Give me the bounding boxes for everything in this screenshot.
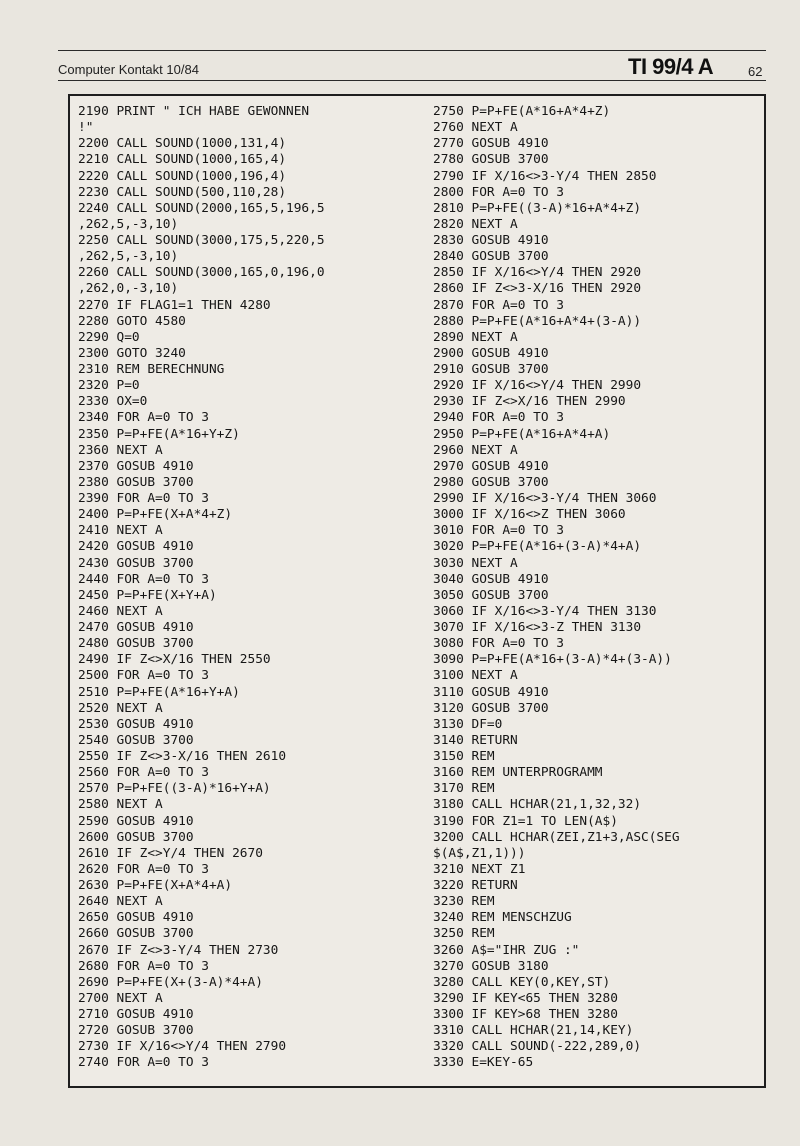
code-line: 2330 OX=0	[78, 394, 148, 410]
code-line: 2950 P=P+FE(A*16+A*4+A)	[433, 426, 611, 442]
code-line: 2310 REM BERECHNUNG	[78, 362, 225, 377]
code-line: ,262,5,-3,10)	[78, 249, 179, 265]
code-line: 2860 IF Z<>3-X/16 THEN 2920	[433, 281, 642, 297]
code-line: 3120 GOSUB 3700	[433, 700, 549, 716]
code-line: 2520 NEXT A	[78, 700, 163, 716]
code-line: 2830 GOSUB 4910	[433, 233, 549, 248]
code-line: 2260 CALL SOUND(3000,165,0,196,0	[78, 265, 325, 281]
code-line: 3090 P=P+FE(A*16+(3-A)*4+(3-A))	[433, 652, 672, 668]
code-line: 3320 CALL SOUND(-222,289,0)	[433, 1039, 642, 1055]
code-line: 2940 FOR A=0 TO 3	[433, 410, 564, 426]
code-line: 2850 IF X/16<>Y/4 THEN 2920	[433, 265, 642, 281]
code-line: 2250 CALL SOUND(3000,175,5,220,5	[78, 233, 325, 248]
code-line: 2390 FOR A=0 TO 3	[78, 491, 209, 506]
code-line: 2240 CALL SOUND(2000,165,5,196,5	[78, 200, 325, 216]
code-line: 3000 IF X/16<>Z THEN 3060	[433, 507, 626, 523]
code-line: 2890 NEXT A	[433, 329, 518, 345]
code-line: 2690 P=P+FE(X+(3-A)*4+A)	[78, 974, 263, 990]
code-line: 2550 IF Z<>3-X/16 THEN 2610	[78, 749, 287, 764]
code-line: 3180 CALL HCHAR(21,1,32,32)	[433, 797, 642, 813]
code-line: 3240 REM MENSCHZUG	[433, 910, 572, 926]
code-line: 3060 IF X/16<>3-Y/4 THEN 3130	[433, 603, 657, 619]
code-line: 3300 IF KEY>68 THEN 3280	[433, 1007, 618, 1022]
code-line: 3110 GOSUB 4910	[433, 684, 549, 700]
code-line: 2380 GOSUB 3700	[78, 474, 194, 490]
code-line: 3280 CALL KEY(0,KEY,ST)	[433, 974, 611, 990]
code-line: 3010 FOR A=0 TO 3	[433, 523, 564, 539]
code-line: 2500 FOR A=0 TO 3	[78, 668, 209, 684]
code-line: 3230 REM	[433, 894, 495, 910]
code-line: 2970 GOSUB 4910	[433, 458, 549, 474]
code-line: 3260 A$="IHR ZUG :"	[433, 942, 580, 958]
code-line: 2670 IF Z<>3-Y/4 THEN 2730	[78, 942, 279, 958]
code-line: 3160 REM UNTERPROGRAMM	[433, 765, 603, 781]
code-line: 2820 NEXT A	[433, 216, 518, 232]
code-line: 2630 P=P+FE(X+A*4+A)	[78, 878, 233, 893]
code-line: 2620 FOR A=0 TO 3	[78, 861, 209, 877]
code-line: 3080 FOR A=0 TO 3	[433, 636, 564, 652]
code-line: 2770 GOSUB 4910	[433, 136, 549, 152]
code-line: 2750 P=P+FE(A*16+A*4+Z)	[433, 104, 611, 119]
code-line: 3250 REM	[433, 926, 495, 942]
code-line: 2540 GOSUB 3700	[78, 732, 194, 748]
code-line: 2880 P=P+FE(A*16+A*4+(3-A))	[433, 313, 642, 329]
code-line: 2510 P=P+FE(A*16+Y+A)	[78, 684, 240, 700]
code-line: 2720 GOSUB 3700	[78, 1023, 194, 1039]
code-line: 3040 GOSUB 4910	[433, 571, 549, 587]
code-line: 3270 GOSUB 3180	[433, 958, 549, 974]
code-line: 2210 CALL SOUND(1000,165,4)	[78, 152, 287, 168]
code-line: 2570 P=P+FE((3-A)*16+Y+A)	[78, 781, 271, 797]
magazine-title: Computer Kontakt 10/84	[58, 62, 199, 77]
code-line: 3170 REM	[433, 781, 495, 797]
code-line: 2560 FOR A=0 TO 3	[78, 765, 209, 781]
code-line: 2280 GOTO 4580	[78, 313, 186, 329]
page-number: 62	[748, 64, 763, 79]
code-line: ,262,5,-3,10)	[78, 216, 179, 232]
code-line: 2530 GOSUB 4910	[78, 716, 194, 732]
code-line: 2650 GOSUB 4910	[78, 910, 194, 926]
code-line: 3070 IF X/16<>3-Z THEN 3130	[433, 620, 642, 635]
code-line: 2340 FOR A=0 TO 3	[78, 410, 209, 426]
code-line: 2370 GOSUB 4910	[78, 458, 194, 474]
code-line: 3030 NEXT A	[433, 555, 518, 571]
code-line: 2760 NEXT A	[433, 120, 518, 136]
code-line: 2230 CALL SOUND(500,110,28)	[78, 184, 287, 200]
code-line: 2900 GOSUB 4910	[433, 345, 549, 361]
code-line: 2740 FOR A=0 TO 3	[78, 1055, 209, 1071]
code-line: ,262,0,-3,10)	[78, 281, 179, 297]
code-line: 2730 IF X/16<>Y/4 THEN 2790	[78, 1039, 287, 1055]
code-line: 2610 IF Z<>Y/4 THEN 2670	[78, 845, 263, 861]
header-rule-bottom	[58, 80, 766, 81]
code-line: 2930 IF Z<>X/16 THEN 2990	[433, 394, 626, 410]
code-line: 3220 RETURN	[433, 878, 518, 893]
code-line: 3200 CALL HCHAR(ZEI,Z1+3,ASC(SEG	[433, 829, 680, 845]
code-line: 3310 CALL HCHAR(21,14,KEY)	[433, 1023, 634, 1039]
code-line: 2920 IF X/16<>Y/4 THEN 2990	[433, 378, 642, 394]
code-line: 2960 NEXT A	[433, 442, 518, 458]
code-line: 2700 NEXT A	[78, 990, 163, 1006]
code-line: 2450 P=P+FE(X+Y+A)	[78, 587, 217, 603]
code-line: 2220 CALL SOUND(1000,196,4)	[78, 168, 287, 184]
code-line: 2290 Q=0	[78, 329, 140, 345]
code-line: !"	[78, 120, 94, 136]
code-line: 2980 GOSUB 3700	[433, 474, 549, 490]
code-line: 2840 GOSUB 3700	[433, 249, 549, 265]
code-line: 3020 P=P+FE(A*16+(3-A)*4+A)	[433, 539, 642, 555]
code-line: 2200 CALL SOUND(1000,131,4)	[78, 136, 287, 152]
code-line: 2190 PRINT " ICH HABE GEWONNEN	[78, 104, 310, 119]
code-line: 2270 IF FLAG1=1 THEN 4280	[78, 297, 271, 313]
code-line: 2680 FOR A=0 TO 3	[78, 958, 209, 974]
code-line: 2430 GOSUB 3700	[78, 555, 194, 571]
code-line: 2460 NEXT A	[78, 603, 163, 619]
code-line: 2580 NEXT A	[78, 797, 163, 813]
code-line: 2910 GOSUB 3700	[433, 362, 549, 377]
listing-left-column	[78, 104, 325, 1072]
code-line: 3130 DF=0	[433, 716, 503, 732]
code-line: 2810 P=P+FE((3-A)*16+A*4+Z)	[433, 200, 642, 216]
code-line: 2360 NEXT A	[78, 442, 163, 458]
code-line: 3050 GOSUB 3700	[433, 587, 549, 603]
code-line: 3330 E=KEY-65	[433, 1055, 534, 1071]
code-line: 2440 FOR A=0 TO 3	[78, 571, 209, 587]
code-line: 2870 FOR A=0 TO 3	[433, 297, 564, 313]
code-line: 2600 GOSUB 3700	[78, 829, 194, 845]
system-title: TI 99/4 A	[628, 54, 714, 79]
code-line: 2640 NEXT A	[78, 894, 163, 910]
code-line: 2800 FOR A=0 TO 3	[433, 184, 564, 200]
code-line: 2590 GOSUB 4910	[78, 813, 194, 829]
code-line: 2710 GOSUB 4910	[78, 1007, 194, 1022]
code-line: 3210 NEXT Z1	[433, 861, 526, 877]
code-line: 2660 GOSUB 3700	[78, 926, 194, 942]
code-line: 3140 RETURN	[433, 732, 518, 748]
code-line: 2300 GOTO 3240	[78, 345, 186, 361]
code-line: 2990 IF X/16<>3-Y/4 THEN 3060	[433, 491, 657, 506]
listing-right-column	[433, 104, 680, 1072]
code-line: $(A$,Z1,1)))	[433, 845, 526, 861]
listing-frame	[68, 94, 766, 1088]
code-line: 2480 GOSUB 3700	[78, 636, 194, 652]
code-line: 2400 P=P+FE(X+A*4+Z)	[78, 507, 233, 523]
code-line: 2320 P=0	[78, 378, 140, 394]
code-line: 2350 P=P+FE(A*16+Y+Z)	[78, 426, 240, 442]
code-line: 2780 GOSUB 3700	[433, 152, 549, 168]
header-rule-top	[58, 50, 766, 51]
code-line: 2470 GOSUB 4910	[78, 620, 194, 635]
code-line: 3290 IF KEY<65 THEN 3280	[433, 990, 618, 1006]
code-line: 2410 NEXT A	[78, 523, 163, 539]
code-line: 3150 REM	[433, 749, 495, 764]
code-line: 3100 NEXT A	[433, 668, 518, 684]
code-line: 2490 IF Z<>X/16 THEN 2550	[78, 652, 271, 668]
code-line: 2420 GOSUB 4910	[78, 539, 194, 555]
code-line: 3190 FOR Z1=1 TO LEN(A$)	[433, 813, 618, 829]
code-line: 2790 IF X/16<>3-Y/4 THEN 2850	[433, 168, 657, 184]
